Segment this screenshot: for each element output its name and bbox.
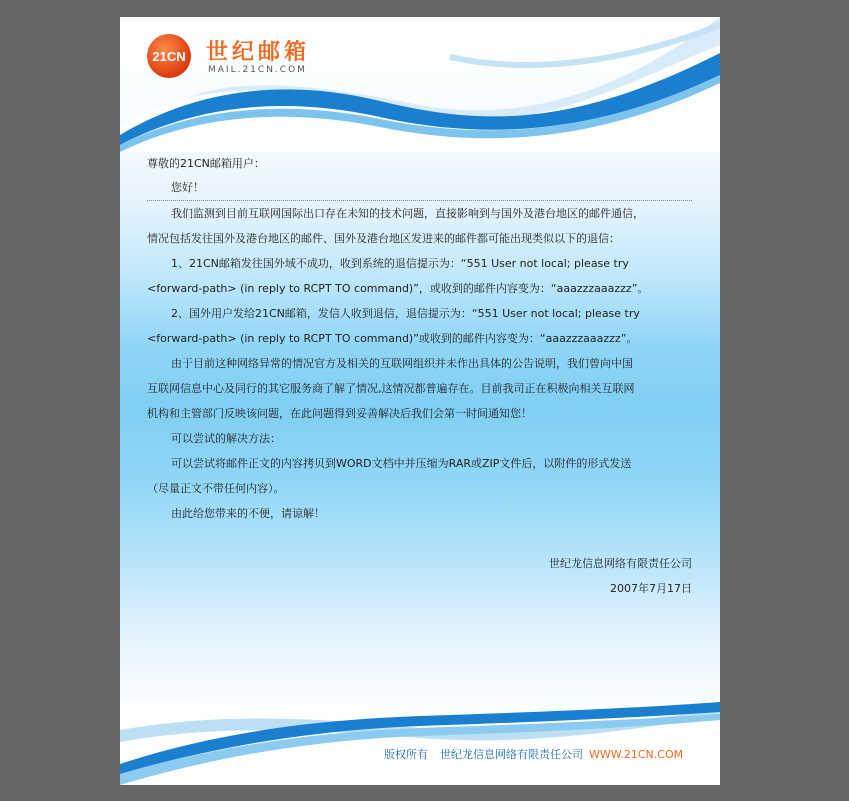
paragraph-1-line-2: 情况包括发往国外及港台地区的邮件、国外及港台地区发进来的邮件都可能出现类似以下的退信： xyxy=(147,232,620,245)
signature-spacer xyxy=(147,526,692,551)
footer xyxy=(384,746,683,762)
paragraph-5-line-1: 可以尝试的解决方法： xyxy=(171,432,281,445)
paragraph-2-line-1: 1、21CN邮箱发往国外域不成功，收到系统的退信提示为：“551 User not local; please try xyxy=(171,257,629,270)
brand-domain: MAIL.21CN.COM xyxy=(208,65,307,75)
paragraph-4-line-2: 互联网信息中心及同行的其它服务商了解了情况,这情况都普遍存在。目前我司正在积极向相关互联网 xyxy=(147,382,635,395)
paragraph-4-line-3: 机构和主管部门反映该问题，在此问题得到妥善解决后我们会第一时间通知您！ xyxy=(147,407,532,420)
footer-company: 世纪龙信息网络有限责任公司 xyxy=(440,748,583,761)
paragraph-6-line-1: 可以尝试将邮件正文的内容拷贝到WORD文档中并压缩为RAR或ZIP文件后，以附件的形式发送 xyxy=(171,457,632,470)
21cn-logo xyxy=(146,33,192,79)
footer-url-link[interactable]: WWW.21CN.COM xyxy=(589,748,684,761)
paragraph-1-line-1: 我们监测到目前互联网国际出口存在未知的技术问题，直接影响到与国外及港台地区的邮件通信， xyxy=(171,207,644,220)
letter-page xyxy=(120,17,720,785)
signature-date: 2007年7月17日 xyxy=(610,582,692,595)
paragraph-6-line-2: （尽量正文不带任何内容）。 xyxy=(147,482,285,495)
paragraph-2-line-2: <forward-path> (in reply to RCPT TO command)”，或收到的邮件内容变为：“aaazzzaaazzz”。 xyxy=(147,282,649,295)
paragraph-3-line-2: <forward-path> (in reply to RCPT TO command)”或收到的邮件内容变为：“aaazzzaaazzz”。 xyxy=(147,332,638,345)
brand-name: 世纪邮箱 xyxy=(206,40,311,65)
footer-rights: 版权所有 xyxy=(384,748,428,761)
paragraph-3-line-1: 2、国外用户发给21CN邮箱，发信人收到退信，退信提示为：“551 User not local; please try xyxy=(171,307,640,320)
signature-company: 世纪龙信息网络有限责任公司 xyxy=(549,557,692,570)
letter-body xyxy=(147,151,692,601)
paragraph-4-line-1: 由于目前这种网络异常的情况官方及相关的互联网组织并未作出具体的公告说明，我们曾向中国 xyxy=(171,357,633,370)
salutation: 尊敬的21CN邮箱用户： xyxy=(147,157,265,170)
greeting: 您好！ xyxy=(147,176,692,201)
logo-text: 21CN xyxy=(152,49,186,64)
footer-wave-decoration xyxy=(120,702,720,785)
paragraph-7-line-1: 由此给您带来的不便，请谅解！ xyxy=(171,507,325,520)
